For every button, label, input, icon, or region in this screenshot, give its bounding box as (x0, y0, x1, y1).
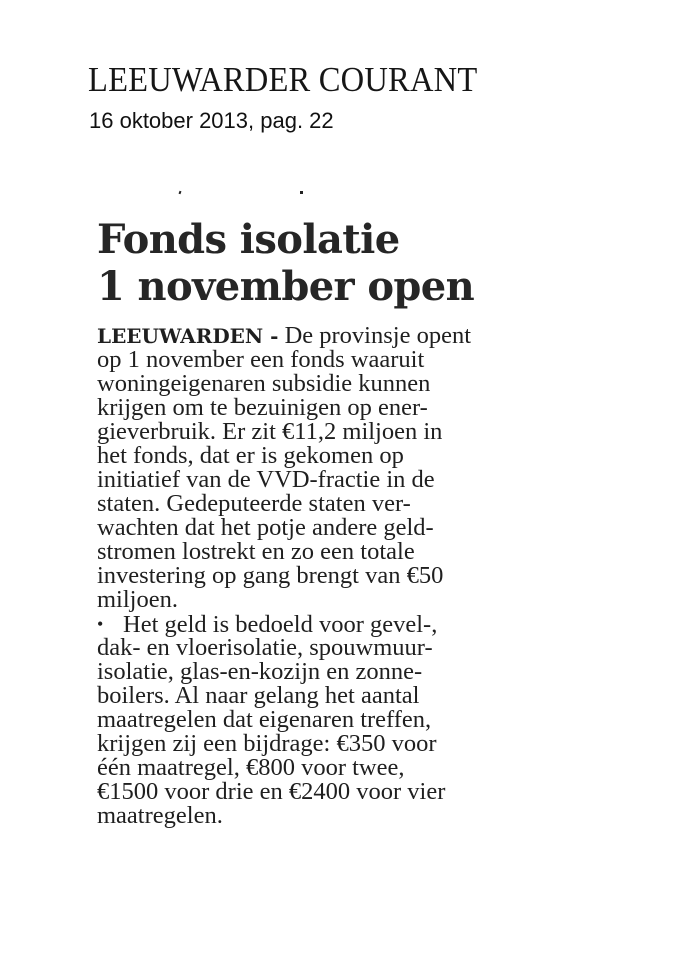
publication-name: LEEUWARDER COURANT (88, 60, 478, 99)
publication-date-page: 16 oktober 2013, pag. 22 (89, 108, 334, 133)
body-line: maatregelen. (97, 802, 223, 829)
headline-line-1: Fonds isolatie (97, 216, 400, 263)
body-line: krijgen om te bezuinigen op ener- (97, 394, 428, 421)
body-text: Het geld is bedoeld voor gevel-, (123, 611, 438, 638)
body-line: investering op gang brengt van €50 (97, 562, 444, 589)
body-line: het fonds, dat er is gekomen op (97, 442, 404, 469)
body-line: gieverbruik. Er zit €11,2 miljoen in (97, 418, 443, 445)
body-line: wachten dat het potje andere geld- (97, 514, 434, 541)
body-line: stromen lostrekt en zo een totale (97, 538, 415, 565)
body-line: boilers. Al naar gelang het aantal (97, 682, 420, 709)
body-line: maatregelen dat eigenaren treffen, (97, 706, 432, 733)
print-speck (179, 191, 182, 195)
body-line: woningeigenaren subsidie kunnen (97, 370, 431, 397)
body-line (97, 612, 471, 636)
body-line: miljoen. (97, 586, 178, 613)
body-line (97, 324, 471, 348)
body-line: isolatie, glas-en-kozijn en zonne- (97, 658, 423, 685)
body-line: staten. Gedeputeerde staten ver- (97, 490, 411, 517)
body-line: initiatief van de VVD-fractie in de (97, 466, 435, 493)
body-line: €1500 voor drie en €2400 voor vier (97, 778, 446, 805)
headline-line-2: 1 november open (97, 263, 475, 310)
body-line: dak- en vloerisolatie, spouwmuur- (97, 634, 433, 661)
body-text: De provinsje opent (278, 322, 472, 349)
article-headline (97, 216, 474, 310)
body-line: krijgen zij een bijdrage: €350 voor (97, 730, 437, 757)
dateline-city: LEEUWARDEN - (97, 324, 279, 348)
print-speck (300, 191, 303, 194)
body-line: één maatregel, €800 voor twee, (97, 754, 405, 781)
article-body (97, 324, 471, 828)
paragraph-bullet-icon: • (97, 614, 104, 634)
body-line: op 1 november een fonds waaruit (97, 346, 425, 373)
